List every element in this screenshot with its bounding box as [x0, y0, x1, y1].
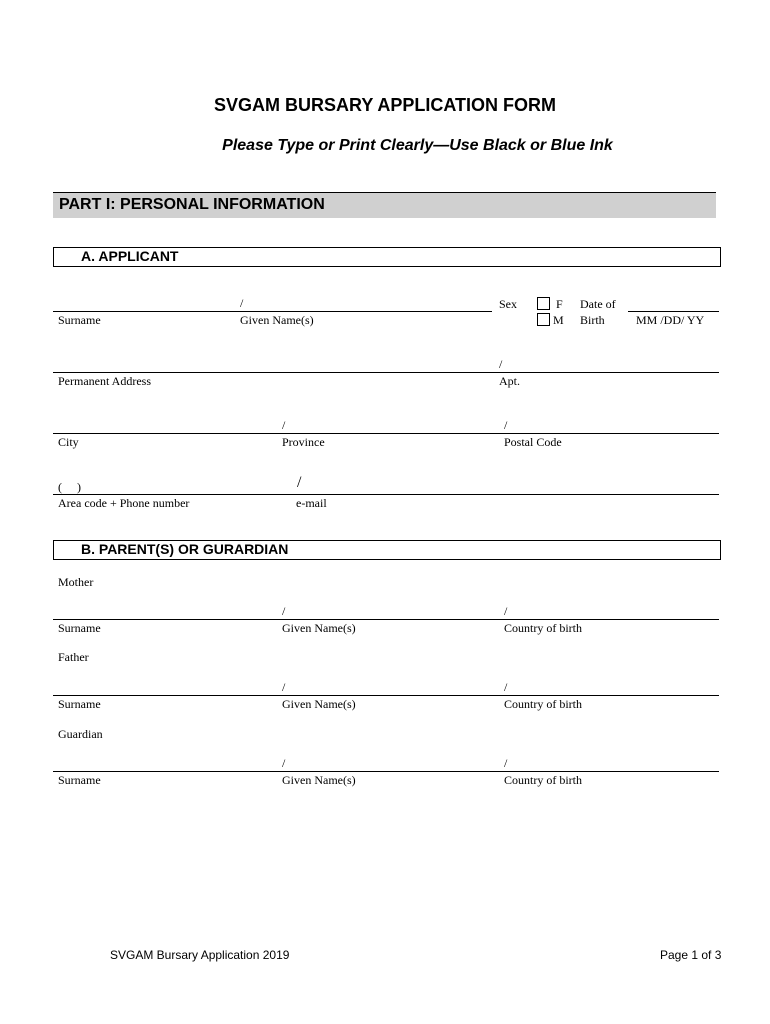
- page-number: Page 1 of 3: [660, 948, 722, 962]
- mother-label: Mother: [58, 575, 94, 589]
- guardian-surname-label: Surname: [58, 773, 101, 787]
- email-label: e-mail: [296, 496, 327, 510]
- mother-separator-1: /: [282, 604, 286, 618]
- city-label: City: [58, 435, 79, 449]
- apt-label: Apt.: [499, 374, 520, 388]
- address-separator: /: [499, 357, 503, 371]
- permanent-address-label: Permanent Address: [58, 374, 151, 388]
- guardian-given-names-label: Given Name(s): [282, 773, 356, 787]
- mother-country-label: Country of birth: [504, 621, 582, 635]
- father-label: Father: [58, 650, 89, 664]
- phone-separator: /: [297, 474, 302, 491]
- part1-title: PART I: PERSONAL INFORMATION: [59, 196, 325, 213]
- address-field[interactable]: [53, 372, 719, 373]
- guardian-field[interactable]: [53, 771, 719, 772]
- name-separator: /: [240, 296, 244, 310]
- sex-label: Sex: [499, 297, 517, 311]
- father-field[interactable]: [53, 695, 719, 696]
- phone-email-field[interactable]: [53, 494, 719, 495]
- date-of-birth-field[interactable]: [628, 311, 719, 312]
- sex-f-label: F: [556, 297, 563, 311]
- sex-f-checkbox[interactable]: [537, 297, 550, 310]
- father-separator-2: /: [504, 680, 508, 694]
- father-country-label: Country of birth: [504, 697, 582, 711]
- date-of-label: Date of: [580, 297, 616, 311]
- mother-separator-2: /: [504, 604, 508, 618]
- sex-m-checkbox[interactable]: [537, 313, 550, 326]
- guardian-separator-2: /: [504, 756, 508, 770]
- father-given-names-label: Given Name(s): [282, 697, 356, 711]
- province-label: Province: [282, 435, 325, 449]
- phone-label: Area code + Phone number: [58, 496, 190, 510]
- section-a-title: A. APPLICANT: [81, 248, 179, 264]
- mother-field[interactable]: [53, 619, 719, 620]
- section-a-header: [53, 247, 721, 267]
- guardian-separator-1: /: [282, 756, 286, 770]
- city-separator: /: [282, 418, 286, 432]
- father-separator-1: /: [282, 680, 286, 694]
- postal-code-label: Postal Code: [504, 435, 562, 449]
- given-names-label: Given Name(s): [240, 313, 314, 327]
- guardian-label: Guardian: [58, 727, 103, 741]
- city-province-postal-field[interactable]: [53, 433, 719, 434]
- phone-area-code-parens: ( ): [58, 480, 81, 494]
- birth-label: Birth: [580, 313, 605, 327]
- sex-m-label: M: [553, 313, 564, 327]
- name-field[interactable]: [53, 311, 492, 312]
- part1-header: [53, 192, 716, 218]
- province-separator: /: [504, 418, 508, 432]
- footer-title: SVGAM Bursary Application 2019: [110, 948, 290, 962]
- date-format-label: MM /DD/ YY: [636, 313, 705, 327]
- surname-label: Surname: [58, 313, 101, 327]
- form-subtitle: Please Type or Print Clearly—Use Black or Blue Ink: [222, 137, 613, 154]
- guardian-country-label: Country of birth: [504, 773, 582, 787]
- section-b-title: B. PARENT(S) OR GURARDIAN: [81, 541, 289, 557]
- form-title: SVGAM BURSARY APPLICATION FORM: [213, 95, 556, 115]
- mother-surname-label: Surname: [58, 621, 101, 635]
- father-surname-label: Surname: [58, 697, 101, 711]
- section-b-header: [53, 540, 721, 560]
- mother-given-names-label: Given Name(s): [282, 621, 356, 635]
